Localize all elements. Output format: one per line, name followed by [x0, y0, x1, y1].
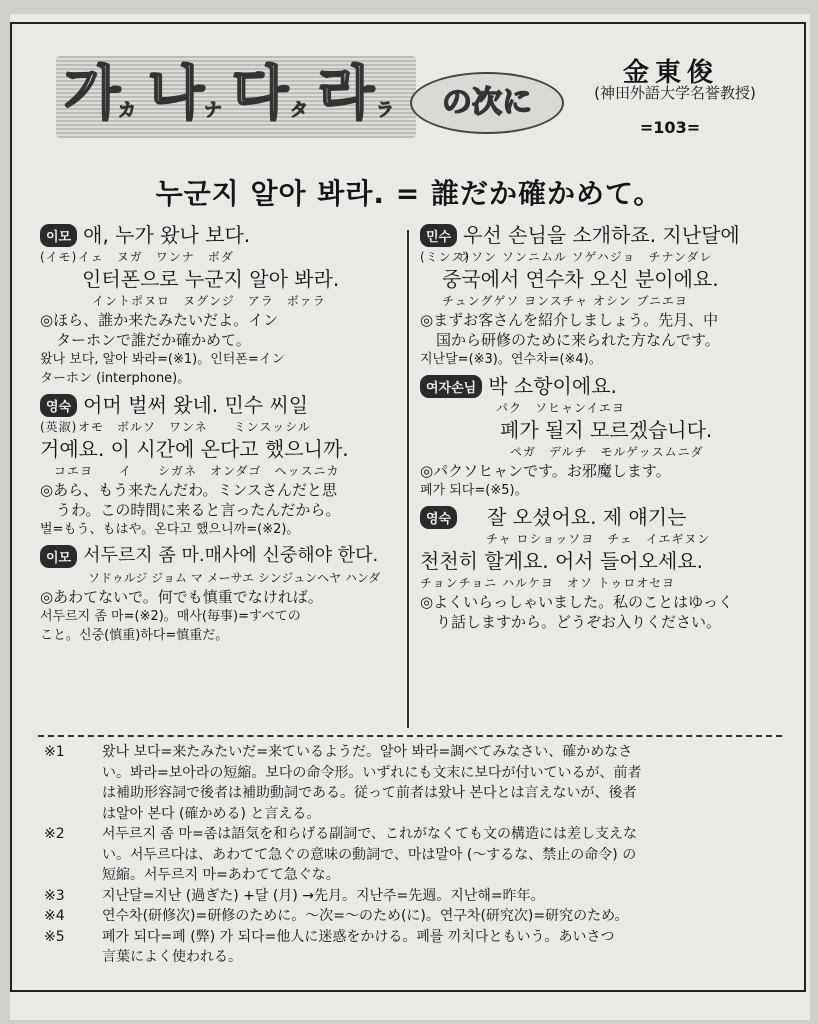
banner-kana-2: ナ: [204, 100, 222, 121]
kana-reading: チョンチョニ ハルケヨ オソ トゥロオセヨ: [420, 576, 676, 590]
korean-line: 박 소항이에요.: [488, 374, 617, 398]
footnote-line: 短縮。서두르지 마=あわてて急ぐな。: [102, 867, 340, 883]
korean-line: 인터폰으로 누군지 알아 봐라.: [82, 267, 340, 291]
author-affiliation: (神田外語大学名誉教授): [594, 84, 756, 102]
vocab-note: 왔나 보다, 알아 봐라=(※1)。인터폰=イン: [40, 352, 285, 367]
speaker-badge: 영숙: [40, 394, 77, 417]
japanese-translation: ◎パクソヒャンです。お邪魔します。: [420, 462, 671, 480]
footnote-divider: [38, 735, 782, 737]
footnote-line: は補助形容詞で後者は補助動詞である。従って前者は왔나 본다とは言えないが、後者: [102, 785, 637, 801]
banner-hangul-4: 라: [318, 59, 373, 127]
footnote: [44, 824, 784, 886]
japanese-translation: ◎よくいらっしゃいました。私のことはゆっく: [420, 593, 733, 611]
footnote: [44, 906, 784, 927]
speaker-reading: (ミンス): [420, 250, 471, 264]
banner-kana-1: カ: [118, 100, 136, 121]
footnote-line: い。서두르다は、あわてて急ぐの意味の動詞で、마は말아 (～するな、禁止の命令) の: [102, 846, 637, 863]
dialogue-block: [40, 543, 400, 645]
banner-hangul-3: 다: [232, 59, 287, 127]
footnote-line: は알아 본다 (確かめる) と言える。: [102, 805, 321, 822]
vocab-note: こと。신중(慎重)하다=慎重だ。: [40, 628, 229, 643]
vocab-note: ターホン (interphone)。: [40, 371, 191, 386]
dialogue-block: [420, 222, 784, 369]
vocab-note: 지난달=(※3)。연수차=(※4)。: [420, 352, 602, 367]
kana-reading: オモ ボルソ ワンネ ミンスッシル: [78, 420, 311, 434]
footnote-mark: ※2: [44, 826, 65, 842]
japanese-translation: り話しますから。どうぞお入りください。: [436, 613, 722, 631]
footnote-line: 서두르지 좀 마=좀は語気を和らげる副詞で、これがなくても文の構造には差し支えな: [102, 826, 638, 842]
speaker-badge: 여자손님: [420, 375, 482, 398]
kana-reading: ペガ デルチ モルゲッスムニダ: [510, 445, 704, 459]
footnote-line: 왔나 보다=来たみたいだ=来ているようだ。알아 봐라=調べてみなさい、確かめなさ: [102, 744, 633, 760]
vocab-note: 서두르지 좀 마=(※2)。매사(毎事)=すべての: [40, 609, 301, 624]
footnote-line: 지난달=지난 (過ぎた) +달 (月) →先月。지난주=先週。지난해=昨年。: [102, 887, 545, 904]
dialogue-left-column: [40, 222, 400, 649]
korean-line: 우선 손님을 소개하죠. 지난달에: [463, 223, 740, 247]
kana-reading: イェ ヌガ ワンナ ボダ: [78, 250, 234, 264]
footnote: [44, 742, 784, 824]
banner-kana-3: タ: [290, 100, 308, 121]
footnote-line: い。봐라=보아라の短縮。보다の命令形。いずれにも文末に보다が付いているが、前者: [102, 764, 642, 781]
kana-reading: イントポヌロ ヌグンジ アラ ボァラ: [92, 294, 326, 308]
speaker-badge: 이모: [40, 545, 77, 568]
korean-line: 애, 누가 왔나 보다.: [83, 223, 251, 247]
author-name: 金東俊: [622, 58, 719, 88]
footnote-mark: ※3: [44, 887, 65, 904]
dialogue-block: [420, 373, 784, 500]
kana-reading: パク ソヒャンイエヨ: [496, 401, 625, 415]
speaker-badge: 민수: [420, 224, 457, 247]
korean-line: 어머 벌써 왔네. 민수 씨일: [83, 393, 309, 417]
dialogue-right-column: [420, 222, 784, 636]
dialogue-block: [420, 504, 784, 632]
footnote-mark: ※1: [44, 744, 65, 760]
japanese-translation: うわ。この時間に来ると言ったんだから。: [56, 501, 341, 519]
footnote: [44, 927, 784, 968]
speaker-reading: (英淑): [40, 420, 78, 434]
kana-reading: ソドゥルジ ジョム マ メーサエ シンジュンヘヤ ハンダ: [88, 571, 381, 585]
dialogue-block: [40, 392, 400, 539]
column-divider: [407, 230, 409, 728]
korean-line: 잘 오셨어요. 제 얘기는: [487, 505, 687, 529]
banner-kana-4: ラ: [376, 100, 394, 121]
kana-reading: ウソン ソンニムル ソゲハジョ チナンダレ: [458, 250, 713, 264]
footnote-line: 연수차(研修次)=研修のために。～次=～のため(に)。연구차(研究次)=研究のため。: [102, 908, 629, 924]
footnote-mark: ※4: [44, 908, 65, 924]
banner-hangul-1: 가: [64, 59, 119, 127]
series-number: =103=: [639, 118, 701, 137]
korean-line: 서두르지 좀 마.매사에 신중해야 한다.: [83, 545, 379, 566]
speaker-reading: (イモ): [40, 250, 78, 264]
kana-reading: コエヨ イ シガネ オンダゴ ヘッスニカ: [54, 464, 340, 478]
speaker-badge: 이모: [40, 224, 77, 247]
footnote-mark: ※5: [44, 928, 65, 945]
vocab-note: 벌=もう、もはや。온다고 했으니까=(※2)。: [40, 522, 300, 537]
vocab-note: 폐가 되다=(※5)。: [420, 483, 528, 498]
banner-oval-title: の次に: [410, 72, 564, 134]
banner-hangul-2: 나: [148, 59, 203, 127]
korean-line: 천천히 할게요. 어서 들어오세요.: [420, 549, 703, 573]
footnotes: [44, 742, 784, 968]
japanese-translation: ターホンで誰だか確かめて。: [56, 331, 251, 349]
footnote: [44, 886, 784, 907]
speaker-badge: 영숙: [420, 506, 457, 529]
japanese-translation: ◎あわてないで。何でも慎重でなければ。: [40, 588, 323, 606]
kana-reading: チャ ロショッソヨ チェ イエギヌン: [486, 532, 711, 546]
dialogue-block: [40, 222, 400, 388]
footnote-line: 言葉によく使われる。: [102, 949, 242, 965]
japanese-translation: ◎まずお客さんを紹介しましょう。先月、中: [420, 311, 719, 329]
korean-line: 중국에서 연수차 오신 분이에요.: [442, 267, 719, 291]
headline: 누군지 알아 봐라. = 誰だか確かめて。: [155, 177, 663, 210]
footnote-line: 폐가 되다=폐 (弊) 가 되다=他人に迷惑をかける。폐를 끼치다ともいう。あいさつ: [102, 928, 615, 945]
japanese-translation: ◎あら、もう来たんだわ。ミンスさんだと思: [40, 481, 338, 499]
japanese-translation: 国から研修のために来られた方なんです。: [436, 331, 720, 349]
japanese-translation: ◎ほら、誰か来たみたいだよ。イン: [40, 311, 279, 329]
korean-line: 거예요. 이 시간에 온다고 했으니까.: [40, 437, 349, 461]
korean-line: 폐가 될지 모르겠습니다.: [500, 418, 713, 442]
kana-reading: チュングゲソ ヨンスチャ オシン ブニエヨ: [442, 294, 688, 308]
